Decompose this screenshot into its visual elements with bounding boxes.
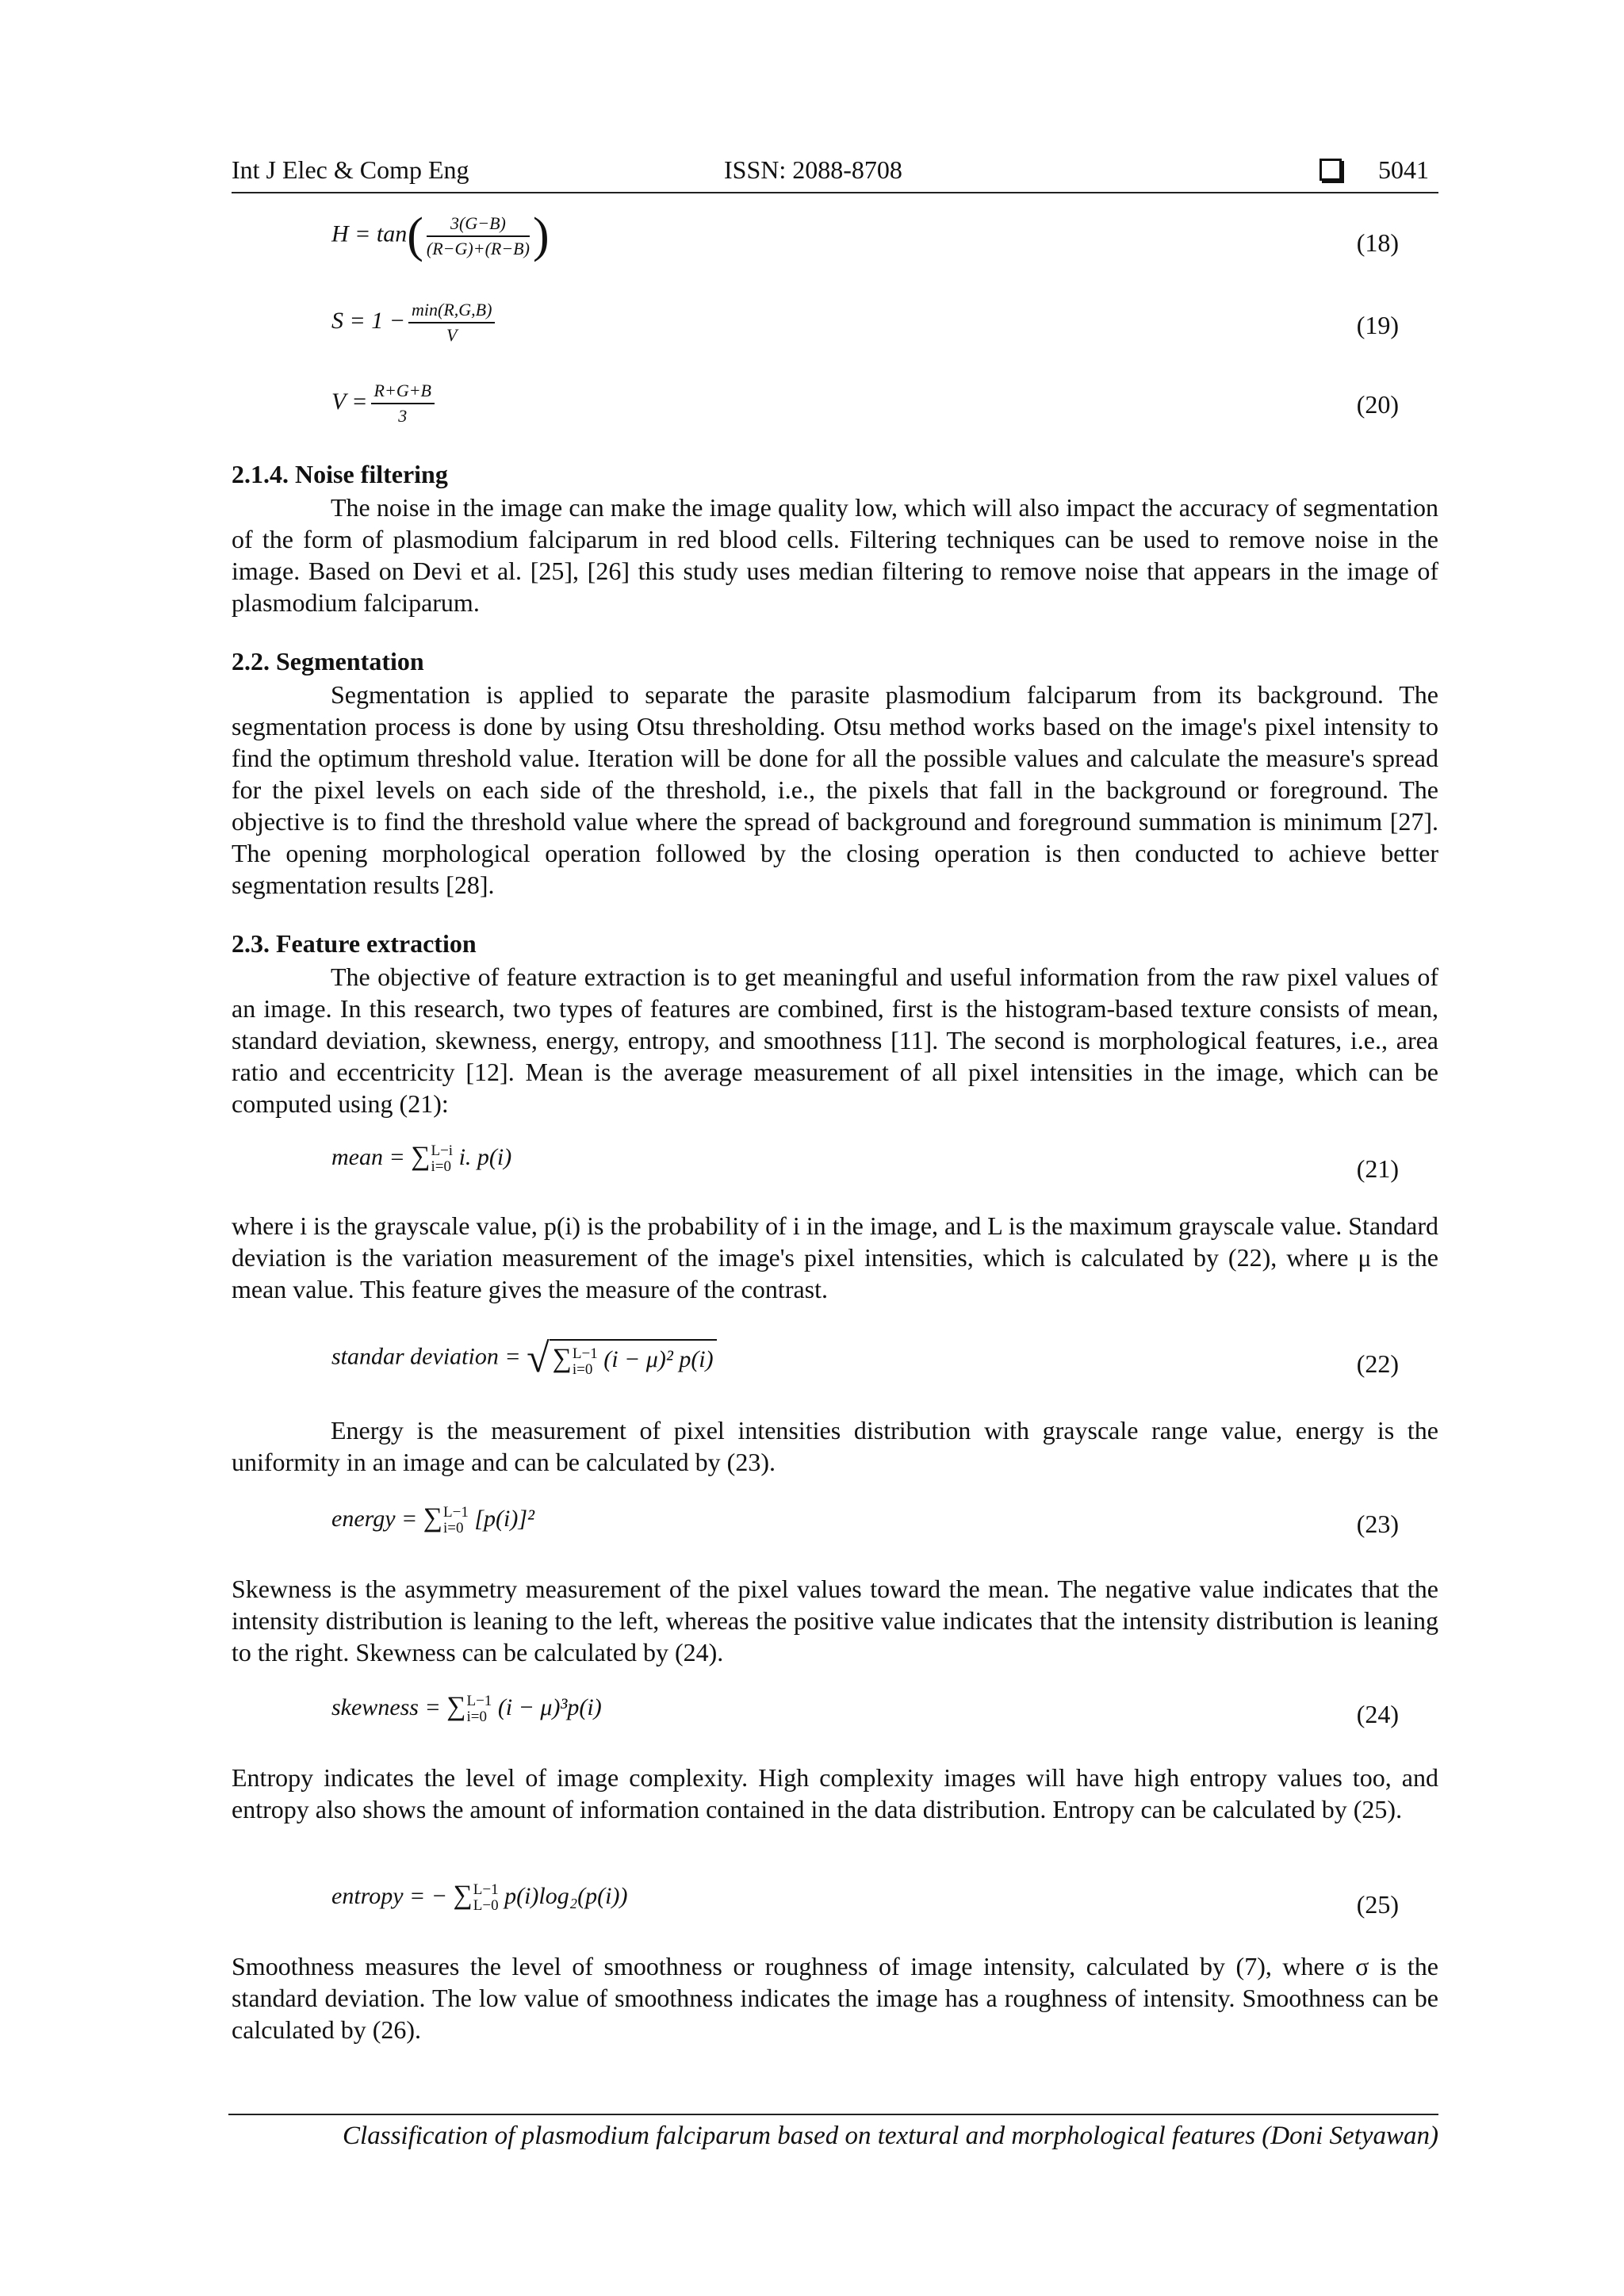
eq25-lhs: entropy = − [331,1883,448,1909]
equation-25: entropy = − ∑ L−1 L−0 p(i)log₂(p(i)) [331,1881,628,1915]
eq23-lower: i=0 [443,1520,464,1537]
eq21-body: i. p(i) [458,1144,512,1170]
running-footer: Classification of plasmodium falciparum based on textural and morphological features (Doni Setyawan) [343,2122,1438,2150]
eq22-lhs: standar deviation = [331,1343,521,1370]
eq25-upper: L−1 [473,1881,499,1899]
equation-18: H = tan( $\frac{3(G-B)}{(R-G)+(R-B)}$ ) [331,209,550,262]
paragraph-noise-filtering: The noise in the image can make the image quality low, which will also impact the accuracy of segmentation of the form of plasmodium falciparum in red blood cells. Filtering techniques can be used to remove noise in the image. Based on Devi et al. [25], [26] this study uses median filtering to remove noise that appears in the image of plasmodium falciparum. [232,493,1438,617]
paragraph-after-eq24: Entropy indicates the level of image complexity. High complexity images will have high entropy values too, and entropy also shows the amount of information contained in the data distribution. Entropy can be calculated by (25). [232,1763,1438,1823]
eq24-number: (24) [1356,1700,1399,1728]
paragraph-after-eq22: Energy is the measurement of pixel intensities distribution with grayscale range value, energy is the uniformity in an image and can be calculated by (23). [232,1416,1438,1476]
journal-name: Int J Elec & Comp Eng [232,155,469,184]
eq18-lhs: H = tan [331,220,408,247]
eq20-number: (20) [1356,390,1399,419]
eq21-upper: L−i [431,1142,454,1160]
eq19-lhs: S = 1 − [331,307,405,334]
eq21-number: (21) [1356,1154,1399,1183]
eq18-numerator: 3(G−B) [427,213,530,237]
eq25-number: (25) [1356,1890,1399,1919]
paragraph-feature-extraction: The objective of feature extraction is to get meaningful and useful information from the raw pixel values of an image. In this research, two types of features are combined, first is the histogram-based texture consists of mean, standard deviation, skewness, energy, entropy, and smoothness [11]. The second is morphological features, i.e., area ratio and eccentricity [12]. Mean is the average measurement of all pixel intensities in the image, which can be computed using (21): [232,962,1438,1118]
eq19-number: (19) [1356,311,1399,339]
eq19-denominator: V [446,325,458,345]
eq23-lhs: energy = [331,1506,418,1532]
section-heading-segmentation: 2.2. Segmentation [232,647,424,675]
equation-20 [331,381,438,427]
square-bullet-icon [1320,159,1342,185]
eq24-body: (i − μ)³p(i) [497,1694,602,1720]
header-rule [232,192,1438,193]
eq19-numerator: min(R,G,B) [408,300,495,323]
page-number: 5041 [1378,155,1429,184]
eq21-lhs: mean = [331,1144,405,1170]
eq24-lower: i=0 [466,1709,487,1726]
equation-22: standar deviation = √ ∑ L−1 i=0 (i − μ)² p(i) [331,1335,717,1382]
section-heading-feature-extraction: 2.3. Feature extraction [232,929,477,958]
footer-rule [228,2114,1438,2115]
sum-symbol: ∑ [411,1142,431,1171]
equation-23: energy = ∑ L−1 i=0 [p(i)]² [331,1503,535,1537]
eq25-body: p(i)log₂(p(i)) [504,1883,628,1909]
eq22-lower: i=0 [572,1360,593,1378]
issn: ISSN: 2088-8708 [724,155,902,184]
eq24-upper: L−1 [466,1693,492,1710]
eq20-denominator: 3 [398,406,408,426]
paragraph-after-eq23: Skewness is the asymmetry measurement of the pixel values toward the mean. The negative value indicates that the intensity distribution is leaning to the left, whereas the positive value indicates that the intensity distribution is leaning to the right. Skewness can be calculated by (24). [232,1575,1438,1667]
eq21-lower: i=0 [431,1158,451,1176]
equation-24: skewness = ∑ L−1 i=0 (i − μ)³p(i) [331,1692,602,1726]
eq25-lower: L−0 [473,1897,499,1915]
sqrt-symbol: √ [527,1336,550,1381]
eq23-upper: L−1 [443,1504,469,1521]
equation-19 [331,300,498,346]
equation-21 [331,1142,511,1175]
section-heading-noise-filtering: 2.1.4. Noise filtering [232,460,448,488]
paragraph-after-eq21: where i is the grayscale value, p(i) is the probability of i in the image, and L is the maximum grayscale value. Standard deviation is the variation measurement of the image's pixel intensities, which is calculated by (22), where μ is the mean value. This feature gives the measure of the contrast. [232,1211,1438,1303]
eq20-numerator: R+G+B [371,381,435,404]
eq22-body: (i − μ)² p(i) [603,1346,714,1373]
paragraph-segmentation: Segmentation is applied to separate the parasite plasmodium falciparum from its background. The segmentation process is done by using Otsu thresholding. Otsu method works based on the image's pixel intensity to find the optimum threshold value. Iteration will be done for all the possible values and calculate the measure's spread for the pixel levels on each side of the threshold, i.e., the pixels that fall in the background or foreground. The objective is to find the threshold value where the spread of background and foreground summation is minimum [27]. The opening morphological operation followed by the closing operation is then conducted to achieve better segmentation results [28]. [232,680,1438,899]
eq24-lhs: skewness = [331,1694,441,1720]
eq23-number: (23) [1356,1510,1399,1538]
eq18-number: (18) [1356,228,1399,257]
eq18-denominator: (R−G)+(R−B) [426,238,530,258]
paragraph-after-eq25: Smoothness measures the level of smoothness or roughness of image intensity, calculated by (7), where σ is the standard deviation. The low value of smoothness indicates the image has a roughness of intensity. Smoothness can be calculated by (26). [232,1952,1438,2044]
eq22-number: (22) [1356,1349,1399,1378]
eq23-body: [p(i)]² [474,1506,535,1532]
eq22-upper: L−1 [572,1345,598,1362]
eq20-lhs: V = [331,388,368,415]
